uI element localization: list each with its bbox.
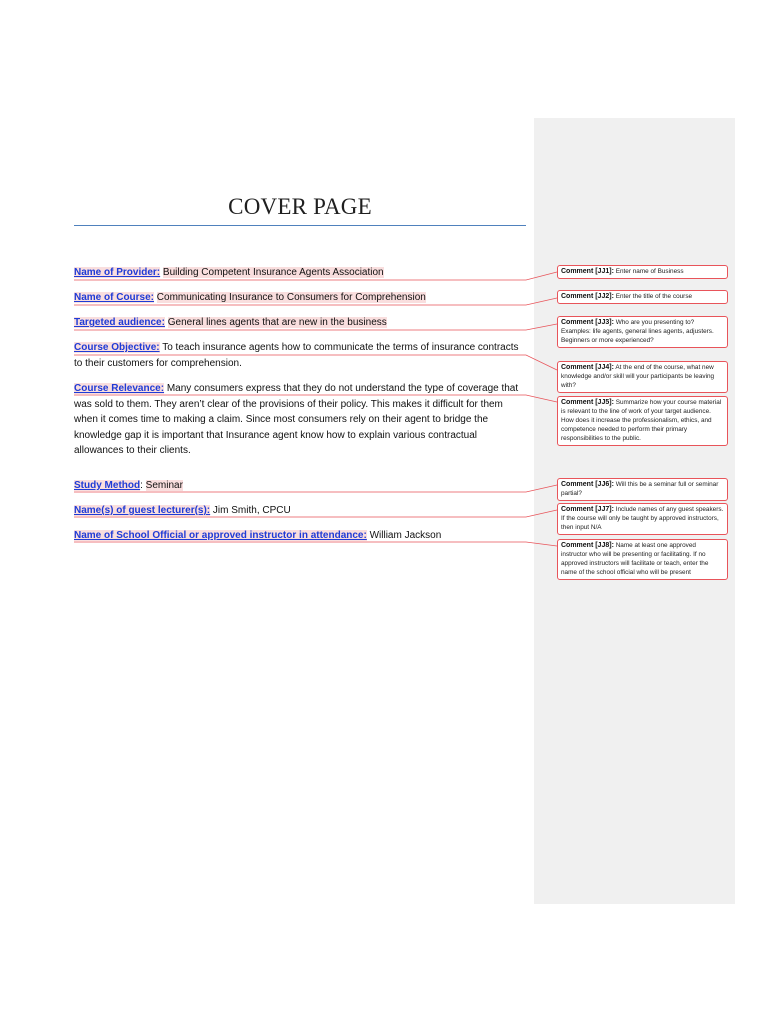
field-label[interactable]: Course Relevance: — [74, 383, 165, 394]
comment-author: Comment [JJ4]: — [561, 364, 614, 371]
comment-author: Comment [JJ3]: — [561, 319, 614, 326]
comment-text: Summarize how your course material is relevant to the line of work of your target audience. How does it increase the professionalism, ethics, and competence needed to perform their primary responsibilities to the public. — [561, 399, 722, 442]
field-relevance — [74, 381, 526, 459]
field-label[interactable]: Study Method — [74, 480, 141, 491]
field-label[interactable]: Course Objective: — [74, 342, 160, 353]
comment-author: Comment [JJ5]: — [561, 399, 614, 406]
comment-jj4[interactable] — [557, 361, 728, 393]
field-school-official — [74, 528, 526, 544]
field-label[interactable]: Targeted audience: — [74, 317, 165, 328]
field-value[interactable]: Building Competent Insurance Agents Association — [162, 267, 384, 278]
comment-text: Enter the title of the course — [615, 293, 693, 300]
comment-text: Will this be a seminar full or seminar partial? — [561, 481, 719, 497]
comment-text: At the end of the course, what new knowledge and/or skill will your participants be leaving with? — [561, 364, 715, 389]
comment-text: Include names of any guest speakers. If the course will only be taught by approved instructors, then input N/A — [561, 506, 724, 531]
field-separator: : — [140, 480, 143, 491]
field-value[interactable]: Seminar — [145, 480, 183, 491]
field-label[interactable]: Name of Provider: — [74, 267, 161, 278]
field-value[interactable]: To teach insurance agents how to communicate the terms of insurance contracts to their customers for comprehension. — [74, 342, 519, 369]
field-value[interactable]: Jim Smith, CPCU — [212, 505, 291, 516]
comment-jj3[interactable] — [557, 316, 728, 348]
comment-author: Comment [JJ1]: — [561, 268, 614, 275]
comment-text: Name at least one approved instructor who will be presenting or facilitating. If no approved instructors will facilitate or teach, enter the name of the school official who will be present — [561, 542, 709, 576]
comment-text: Who are you presenting to? Examples: life agents, general lines agents, adjusters. Beginners or more experienced? — [561, 319, 714, 344]
comment-author: Comment [JJ8]: — [561, 542, 614, 549]
field-study-method — [74, 478, 526, 494]
field-provider — [74, 265, 526, 281]
field-value[interactable]: Communicating Insurance to Consumers for Comprehension — [156, 292, 426, 303]
field-objective — [74, 340, 526, 371]
title-underline — [74, 225, 526, 226]
comment-text: Enter name of Business — [615, 268, 684, 275]
comment-author: Comment [JJ6]: — [561, 481, 614, 488]
field-label[interactable]: Name of Course: — [74, 292, 155, 303]
comment-jj2[interactable] — [557, 290, 728, 304]
field-value[interactable]: General lines agents that are new in the business — [167, 317, 387, 328]
field-guest-lecturer — [74, 503, 526, 519]
field-value[interactable]: Many consumers express that they do not understand the type of coverage that was sold to them. They aren’t clear of the provisions of their policy. This makes it difficult for them when it comes time to making a claim. Since most consumers rely on their agent to bridge the knowledge gap it is important that Insurance agent know how to explain various contractual allowances to their clients. — [74, 383, 519, 457]
comment-author: Comment [JJ2]: — [561, 293, 614, 300]
field-label[interactable]: Name(s) of guest lecturer(s): — [74, 505, 211, 516]
comment-jj1[interactable] — [557, 265, 728, 279]
comment-jj5[interactable] — [557, 396, 728, 446]
comment-author: Comment [JJ7]: — [561, 506, 614, 513]
comment-jj8[interactable] — [557, 539, 728, 580]
field-label[interactable]: Name of School Official or approved instructor in attendance: — [74, 530, 367, 541]
comment-jj7[interactable] — [557, 503, 728, 535]
field-audience — [74, 315, 526, 331]
comment-jj6[interactable] — [557, 478, 728, 501]
field-course — [74, 290, 526, 306]
page-title: COVER PAGE — [228, 194, 372, 219]
field-value[interactable]: William Jackson — [369, 530, 442, 541]
